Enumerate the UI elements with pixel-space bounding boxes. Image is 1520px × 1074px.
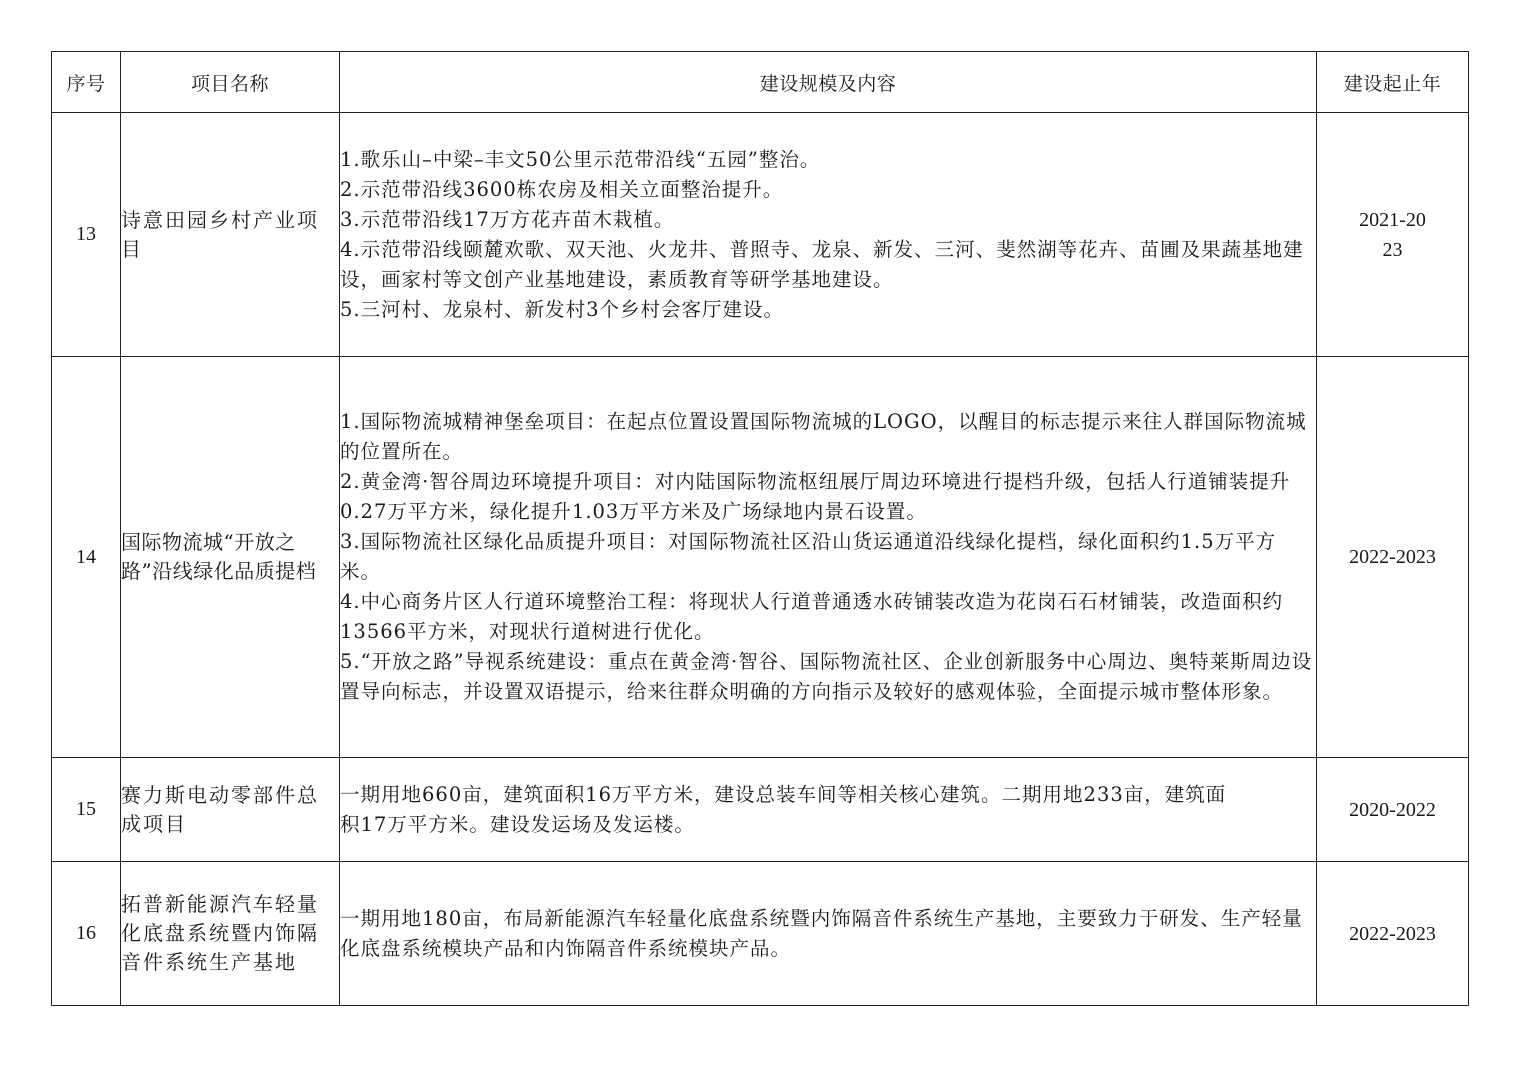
row-year: 2022-2023 [1317,862,1469,1006]
row-project-name: 诗意田园乡村产业项目 [121,113,340,357]
row-content [340,862,1317,1006]
row-content [340,758,1317,862]
project-table [51,51,1469,1006]
content-line: 2.示范带沿线3600栋农房及相关立面整治提升。 [340,177,784,201]
content-line: 2.黄金湾·智谷周边环境提升项目：对内陆国际物流枢纽展厅周边环境进行提档升级，包括人行道铺装提升0.27万平方米，绿化提升1.03万平方米及广场绿地内景石设置。 [340,470,1291,523]
content-line: 5.三河村、龙泉村、新发村3个乡村会客厅建设。 [340,297,785,321]
row-year: 2022-2023 [1317,357,1469,758]
row-year-text: 2021-2023 [1359,208,1426,261]
content-line: 4.中心商务片区人行道环境整治工程：将现状人行道普通透水砖铺装改造为花岗石石材铺装，改造面积约13566平方米，对现状行道树进行优化。 [340,590,1284,643]
row-project-name: 赛力斯电动零部件总成项目 [121,758,340,862]
content-line: 1.歌乐山–中梁–丰文50公里示范带沿线“五园”整治。 [340,147,821,171]
row-project-name: 拓普新能源汽车轻量化底盘系统暨内饰隔音件系统生产基地 [121,862,340,1006]
table-header-row [52,52,1469,113]
row-num: 15 [52,758,121,862]
row-content [340,357,1317,758]
row-year [1317,113,1469,357]
row-num: 13 [52,113,121,357]
table-row [52,758,1469,862]
row-year: 2020-2022 [1317,758,1469,862]
header-num: 序号 [52,52,121,113]
table-row [52,357,1469,758]
header-year: 建设起止年 [1317,52,1469,113]
content-line: 一期用地660亩，建筑面积16万平方米，建设总装车间等相关核心建筑。二期用地233亩，建筑面积17万平方米。建设发运场及发运楼。 [340,782,1227,836]
table-row [52,862,1469,1006]
content-line: 1.国际物流城精神堡垒项目：在起点位置设置国际物流城的LOGO，以醒目的标志提示来往人群国际物流城的位置所在。 [340,410,1307,463]
row-num: 14 [52,357,121,758]
table-row [52,113,1469,357]
content-line: 5.“开放之路”导视系统建设：重点在黄金湾·智谷、国际物流社区、企业创新服务中心周边、奥特莱斯周边设置导向标志，并设置双语提示，给来往群众明确的方向指示及较好的感观体验，全面提示城市整体形象。 [340,650,1313,703]
header-content: 建设规模及内容 [340,52,1317,113]
content-line: 3.国际物流社区绿化品质提升项目：对国际物流社区沿山货运通道沿线绿化提档，绿化面积约1.5万平方米。 [340,530,1277,583]
header-name: 项目名称 [121,52,340,113]
row-project-name: 国际物流城“开放之路”沿线绿化品质提档 [121,357,340,758]
content-line: 4.示范带沿线颐麓欢歌、双天池、火龙井、普照寺、龙泉、新发、三河、斐然湖等花卉、苗圃及果蔬基地建设，画家村等文创产业基地建设，素质教育等研学基地建设。 [340,237,1304,291]
row-num: 16 [52,862,121,1006]
row-content [340,113,1317,357]
content-line: 一期用地180亩，布局新能源汽车轻量化底盘系统暨内饰隔音件系统生产基地，主要致力于研发、生产轻量化底盘系统模块产品和内饰隔音件系统模块产品。 [340,906,1303,960]
content-line: 3.示范带沿线17万方花卉苗木栽植。 [340,207,675,231]
